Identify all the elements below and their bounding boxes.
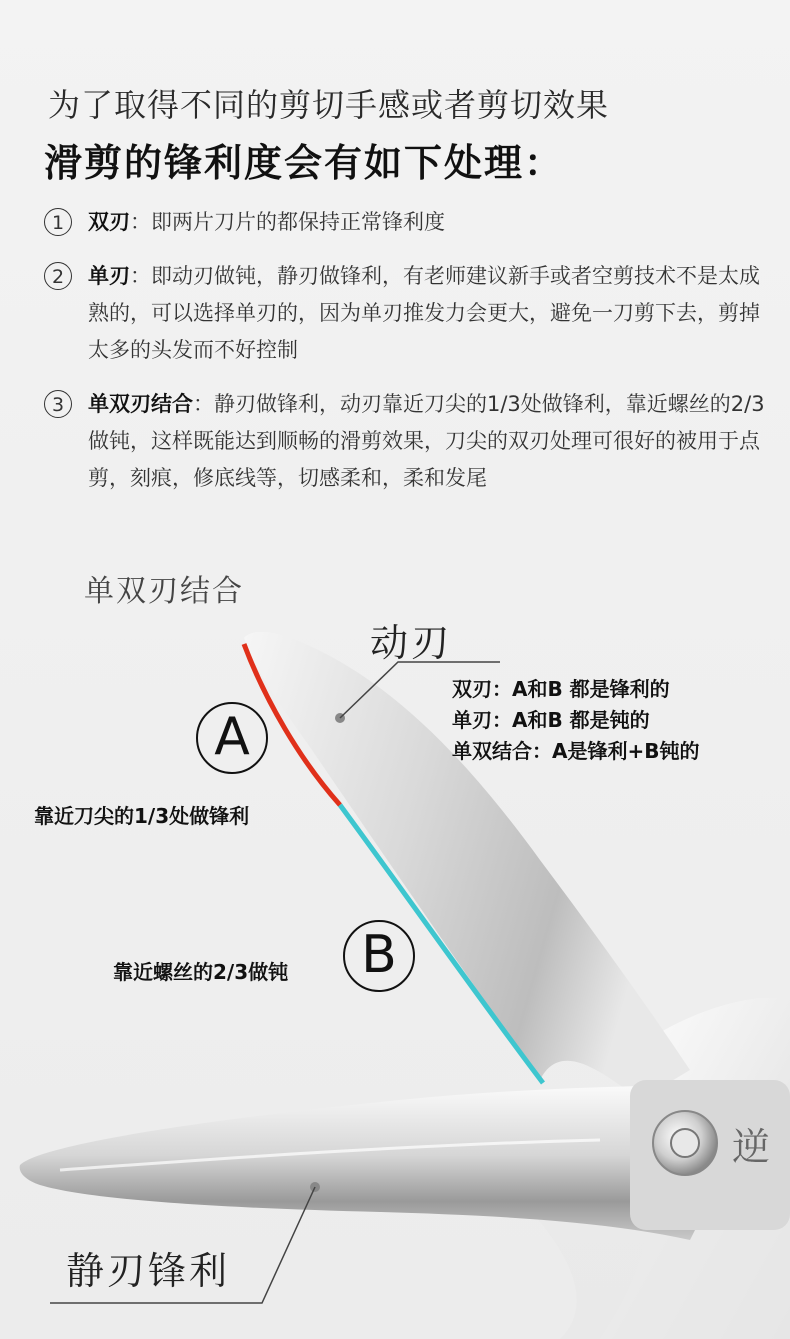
moving-blade-label: 动刃: [370, 621, 453, 665]
circled-number-3: 3: [44, 390, 72, 418]
list-item-1: [44, 204, 778, 241]
legend-line-1: 双刃：A和B 都是锋利的: [452, 677, 670, 701]
list-item-2: [44, 258, 778, 369]
item-title: 双刃: [88, 210, 130, 234]
circled-number-2: 2: [44, 262, 72, 290]
blade-legend: [452, 674, 699, 767]
list-item-3: [44, 386, 778, 497]
brand-mark-icon: 逆: [732, 1125, 771, 1169]
legend-line-3: 单双结合：A是锋利+B钝的: [452, 739, 700, 763]
heading-line2: 滑剪的锋利度会有如下处理：: [44, 141, 565, 185]
diagram-subtitle: 单双刃结合: [84, 574, 244, 609]
heading-line1: 为了取得不同的剪切手感或者剪切效果: [48, 86, 610, 124]
static-blade-label: 静刃锋利: [66, 1249, 231, 1293]
legend-line-2: 单刃：A和B 都是钝的: [452, 708, 650, 732]
item-title: 单双刃结合: [88, 392, 193, 416]
note-b: 靠近螺丝的2/3做钝: [113, 960, 289, 984]
item-body: ：即两片刀片的都保持正常锋利度: [130, 210, 445, 234]
marker-a: A: [196, 702, 268, 774]
item-body: ：静刃做锋利，动刃靠近刀尖的1/3处做锋利，靠近螺丝的2/3做钝，这样既能达到顺畅的滑剪效果，刀尖的双刃处理可很好的被用于点剪，刻痕，修底线等，切感柔和，柔和发尾: [88, 392, 765, 490]
circled-number-1: 1: [44, 208, 72, 236]
marker-b: B: [343, 920, 415, 992]
item-title: 单刃: [88, 264, 130, 288]
item-body: ：即动刃做钝，静刃做锋利，有老师建议新手或者空剪技术不是太成熟的，可以选择单刃的，因为单刃推发力会更大，避免一刀剪下去，剪掉太多的头发而不好控制: [88, 264, 760, 362]
note-a: 靠近刀尖的1/3处做锋利: [34, 804, 250, 828]
static-blade: [20, 1086, 720, 1240]
